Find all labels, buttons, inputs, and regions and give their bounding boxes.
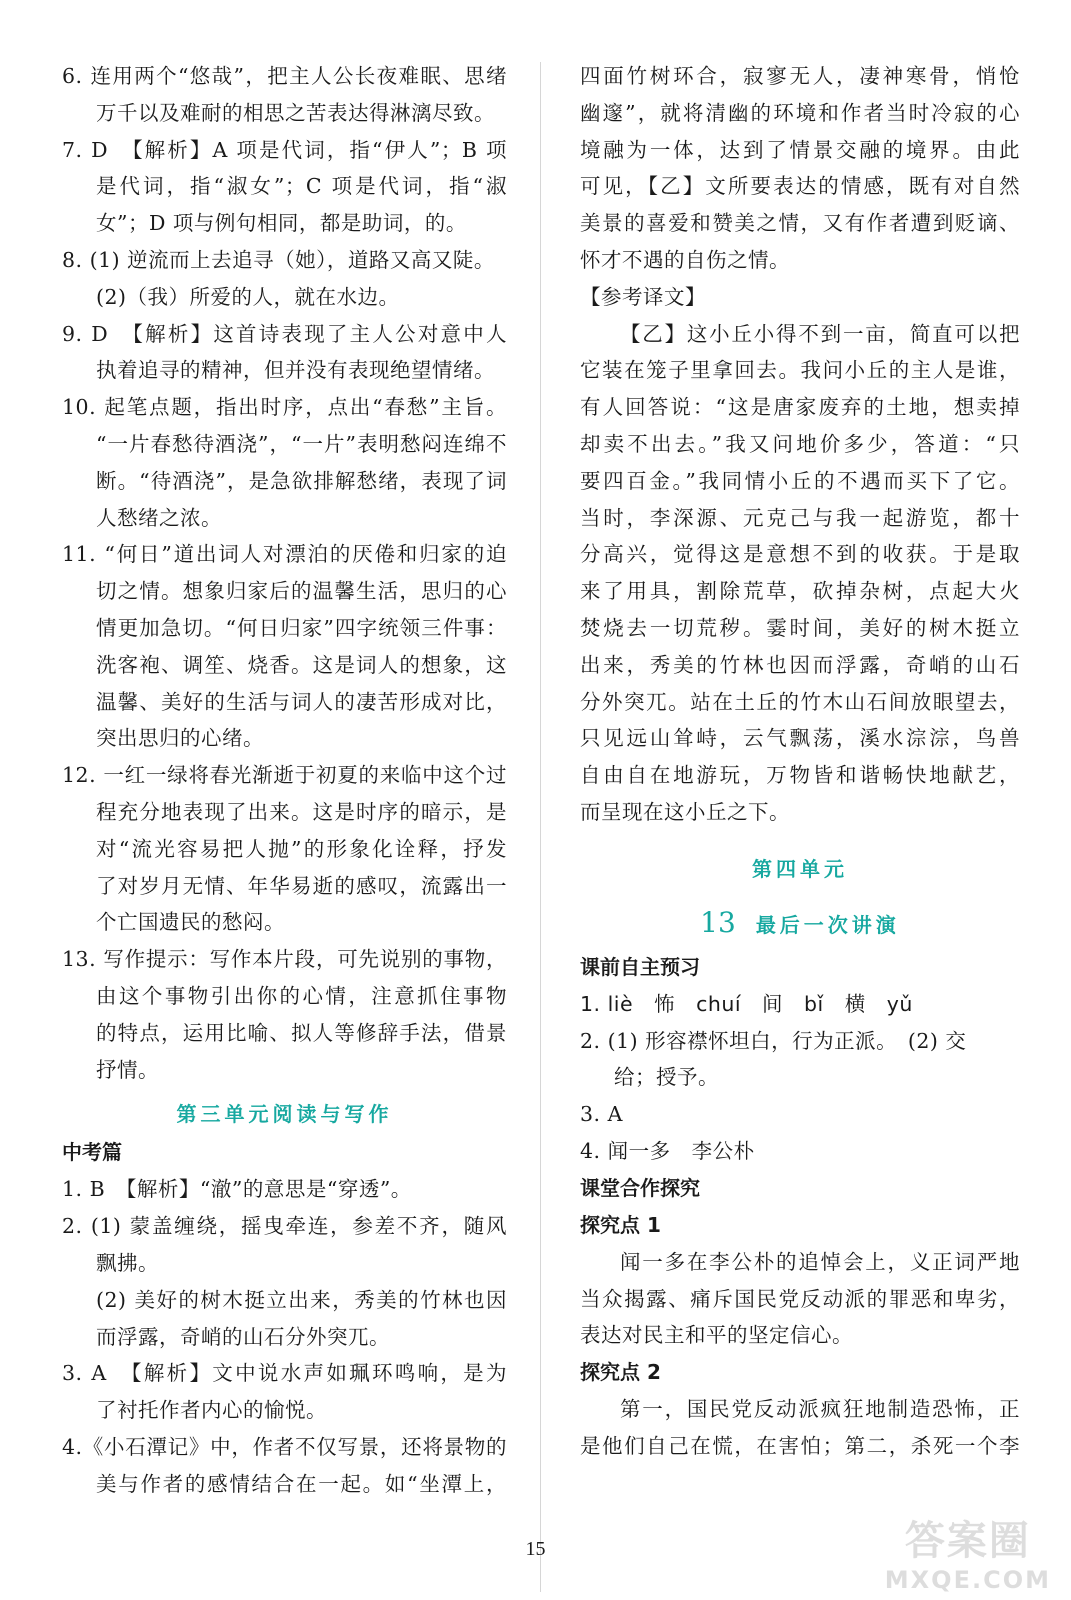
answer-line: 情更加急切。“何日归家”四字统领三件事：	[96, 615, 507, 640]
answer-line: 突出思归的心绪。	[96, 726, 264, 751]
answer-line: 女”；D 项与例句相同，都是助词，的。	[96, 211, 467, 236]
unit-heading: 第四单元	[752, 856, 848, 881]
answer-line: 有人回答说：“这是唐家废弃的土地，想卖掉	[580, 395, 1020, 420]
answer-line: 焚烧去一切荒秽。霎时间，美好的树木挺立	[580, 615, 1020, 640]
answer-line: 6. 连用两个“悠哉”，把主人公长夜难眠、思绪	[62, 64, 507, 88]
answer-line: 闻一多在李公朴的追悼会上，义正词严地	[620, 1249, 1020, 1274]
answer-line: 境融为一体，达到了情景交融的境界。由此	[580, 137, 1020, 162]
answer-line: 11. “何日”道出词人对漂泊的厌倦和归家的迫	[62, 542, 507, 567]
answer-line: 8. (1) 逆流而上去追寻（她），道路又高又陡。	[62, 247, 495, 272]
answer-line: 表达对民主和平的坚定信心。	[580, 1323, 853, 1348]
inquiry-point-heading: 探究点 2	[580, 1360, 661, 1385]
answer-line: 而浮露，奇峭的山石分外突兀。	[96, 1324, 390, 1349]
answer-line: 怀才不遇的自伤之情。	[580, 247, 790, 272]
answer-line: 来了用具，割除荒草，砍掉杂树，点起大火	[580, 579, 1020, 604]
subsection-heading: 课堂合作探究	[580, 1175, 700, 1200]
answer-line: 13. 写作提示：写作本片段，可先说别的事物，	[62, 947, 507, 972]
answer-line: 分高兴，觉得这是意想不到的收获。于是取	[580, 542, 1020, 567]
answer-line: 温馨、美好的生活与词人的凄苦形成对比，	[96, 689, 507, 714]
subsection-heading: 中考篇	[62, 1140, 122, 1165]
answer-line: 断。“待酒浇”，是急欲排解愁绪，表现了词	[96, 468, 507, 493]
answer-line: 可见，【乙】文所要表达的情感，既有对自然	[580, 174, 1020, 199]
answer-line: 对“流光容易把人抛”的形象化诠释，抒发	[96, 836, 507, 861]
answer-line: 执着追寻的精神，但并没有表现绝望情绪。	[96, 358, 495, 383]
answer-line: 12. 一红一绿将春光渐逝于初夏的来临中这个过	[62, 763, 507, 788]
answer-line: (2)（我）所爱的人，就在水边。	[96, 284, 400, 309]
translation-heading: 【参考译文】	[580, 284, 706, 309]
answer-line: 个亡国遗民的愁闷。	[96, 910, 285, 935]
right-column	[580, 58, 1020, 1465]
lesson-title: 最后一次讲演	[755, 912, 900, 937]
answer-line: 切之情。想象归家后的温馨生活，思归的心	[96, 579, 507, 604]
answer-line: 出来，秀美的竹林也因而浮露，奇峭的山石	[580, 652, 1020, 677]
answer-line: 2. (1) 蒙盖缠绕，摇曳牵连，参差不齐，随风	[62, 1214, 507, 1239]
answer-line: 了对岁月无情、年华易逝的感叹，流露出一	[96, 873, 507, 898]
answer-line: 1. liè 怖 chuí 间 bǐ 横 yǔ	[580, 991, 913, 1016]
answer-line: 美景的喜爱和赞美之情，又有作者遭到贬谪、	[580, 211, 1020, 236]
answer-line: 当众揭露、痛斥国民党反动派的罪恶和卑劣，	[580, 1286, 1020, 1311]
answer-line: 四面竹树环合，寂寥无人，凄神寒骨，悄怆	[580, 64, 1020, 88]
answer-line: 2. (1) 形容襟怀坦白，行为正派。 (2) 交	[580, 1028, 967, 1053]
subsection-heading: 课前自主预习	[580, 954, 700, 979]
section-heading: 第三单元阅读与写作	[176, 1102, 393, 1127]
answer-line: 自由自在地游玩，万物皆和谐畅快地献艺，	[580, 763, 1020, 788]
answer-line: 而呈现在这小丘之下。	[580, 799, 790, 824]
answer-line: 抒情。	[96, 1057, 159, 1082]
answer-line: 程充分地表现了出来。这是时序的暗示，是	[96, 799, 507, 824]
answer-line: 人愁绪之浓。	[96, 505, 222, 530]
column-divider	[540, 62, 541, 1592]
answer-line: 第一，国民党反动派疯狂地制造恐怖，正	[620, 1397, 1020, 1422]
page-number: 15	[525, 1538, 546, 1560]
answer-line: 给；授予。	[614, 1065, 719, 1090]
watermark-logo	[885, 1509, 1051, 1594]
answer-line: 7. D 【解析】A 项是代词，指“伊人”；B 项	[62, 137, 507, 162]
answer-line: 只见远山耸峙，云气飘荡，溪水淙淙，鸟兽	[580, 726, 1020, 751]
answer-line: 1. B 【解析】“澈”的意思是“穿透”。	[62, 1177, 412, 1202]
answer-line: 10. 起笔点题，指出时序，点出“春愁”主旨。	[62, 395, 507, 420]
answer-line: 的特点，运用比喻、拟人等修辞手法，借景	[96, 1020, 507, 1045]
answer-line: 当时，李深源、元克己与我一起游览，都十	[580, 505, 1020, 530]
answer-line: 洗客袍、调笙、烧香。这是词人的想象，这	[96, 652, 507, 677]
answer-line: 飘拂。	[96, 1250, 159, 1275]
answer-line: 万千以及难耐的相思之苦表达得淋漓尽致。	[96, 100, 495, 125]
answer-line: 要四百金。”我同情小丘的不遇而买下了它。	[580, 468, 1020, 493]
answer-line: 【乙】这小丘小得不到一亩，简直可以把	[620, 321, 1020, 346]
answer-line: 3. A 【解析】文中说水声如珮环鸣响，是为	[62, 1361, 507, 1386]
inquiry-point-heading: 探究点 1	[580, 1212, 661, 1237]
answer-line: “一片春愁待酒浇”，“一片”表明愁闷连绵不	[96, 431, 507, 456]
answer-line: (2) 美好的树木挺立出来，秀美的竹林也因	[96, 1287, 507, 1312]
lesson-number: 13	[700, 905, 736, 939]
answer-line: 9. D 【解析】这首诗表现了主人公对意中人	[62, 321, 507, 346]
answer-line: 是他们自己在慌，在害怕；第二，杀死一个李	[580, 1433, 1020, 1458]
lesson-heading	[580, 897, 1020, 949]
left-column	[62, 58, 507, 1502]
answer-line: 4.《小石潭记》中，作者不仅写景，还将景物的	[62, 1434, 507, 1459]
answer-line: 3. A	[580, 1102, 623, 1127]
answer-line: 了衬托作者内心的愉悦。	[96, 1398, 327, 1423]
answer-line: 分外突兀。站在土丘的竹木山石间放眼望去，	[580, 689, 1020, 714]
answer-line: 它装在笼子里拿回去。我问小丘的主人是谁，	[580, 358, 1020, 383]
answer-line: 由这个事物引出你的心情，注意抓住事物	[96, 983, 507, 1008]
answer-line: 幽邃”，就将清幽的环境和作者当时冷寂的心	[580, 100, 1020, 125]
watermark-url: MXQE.COM	[884, 1566, 1051, 1594]
watermark-text: 答案圈	[904, 1518, 1031, 1564]
answer-line: 美与作者的感情结合在一起。如“坐潭上，	[96, 1471, 507, 1496]
answer-line: 4. 闻一多 李公朴	[580, 1138, 755, 1163]
answer-line: 是代词，指“淑女”；C 项是代词，指“淑	[96, 174, 507, 199]
answer-line: 却卖不出去。”我又问地价多少，答道：“只	[580, 431, 1020, 456]
